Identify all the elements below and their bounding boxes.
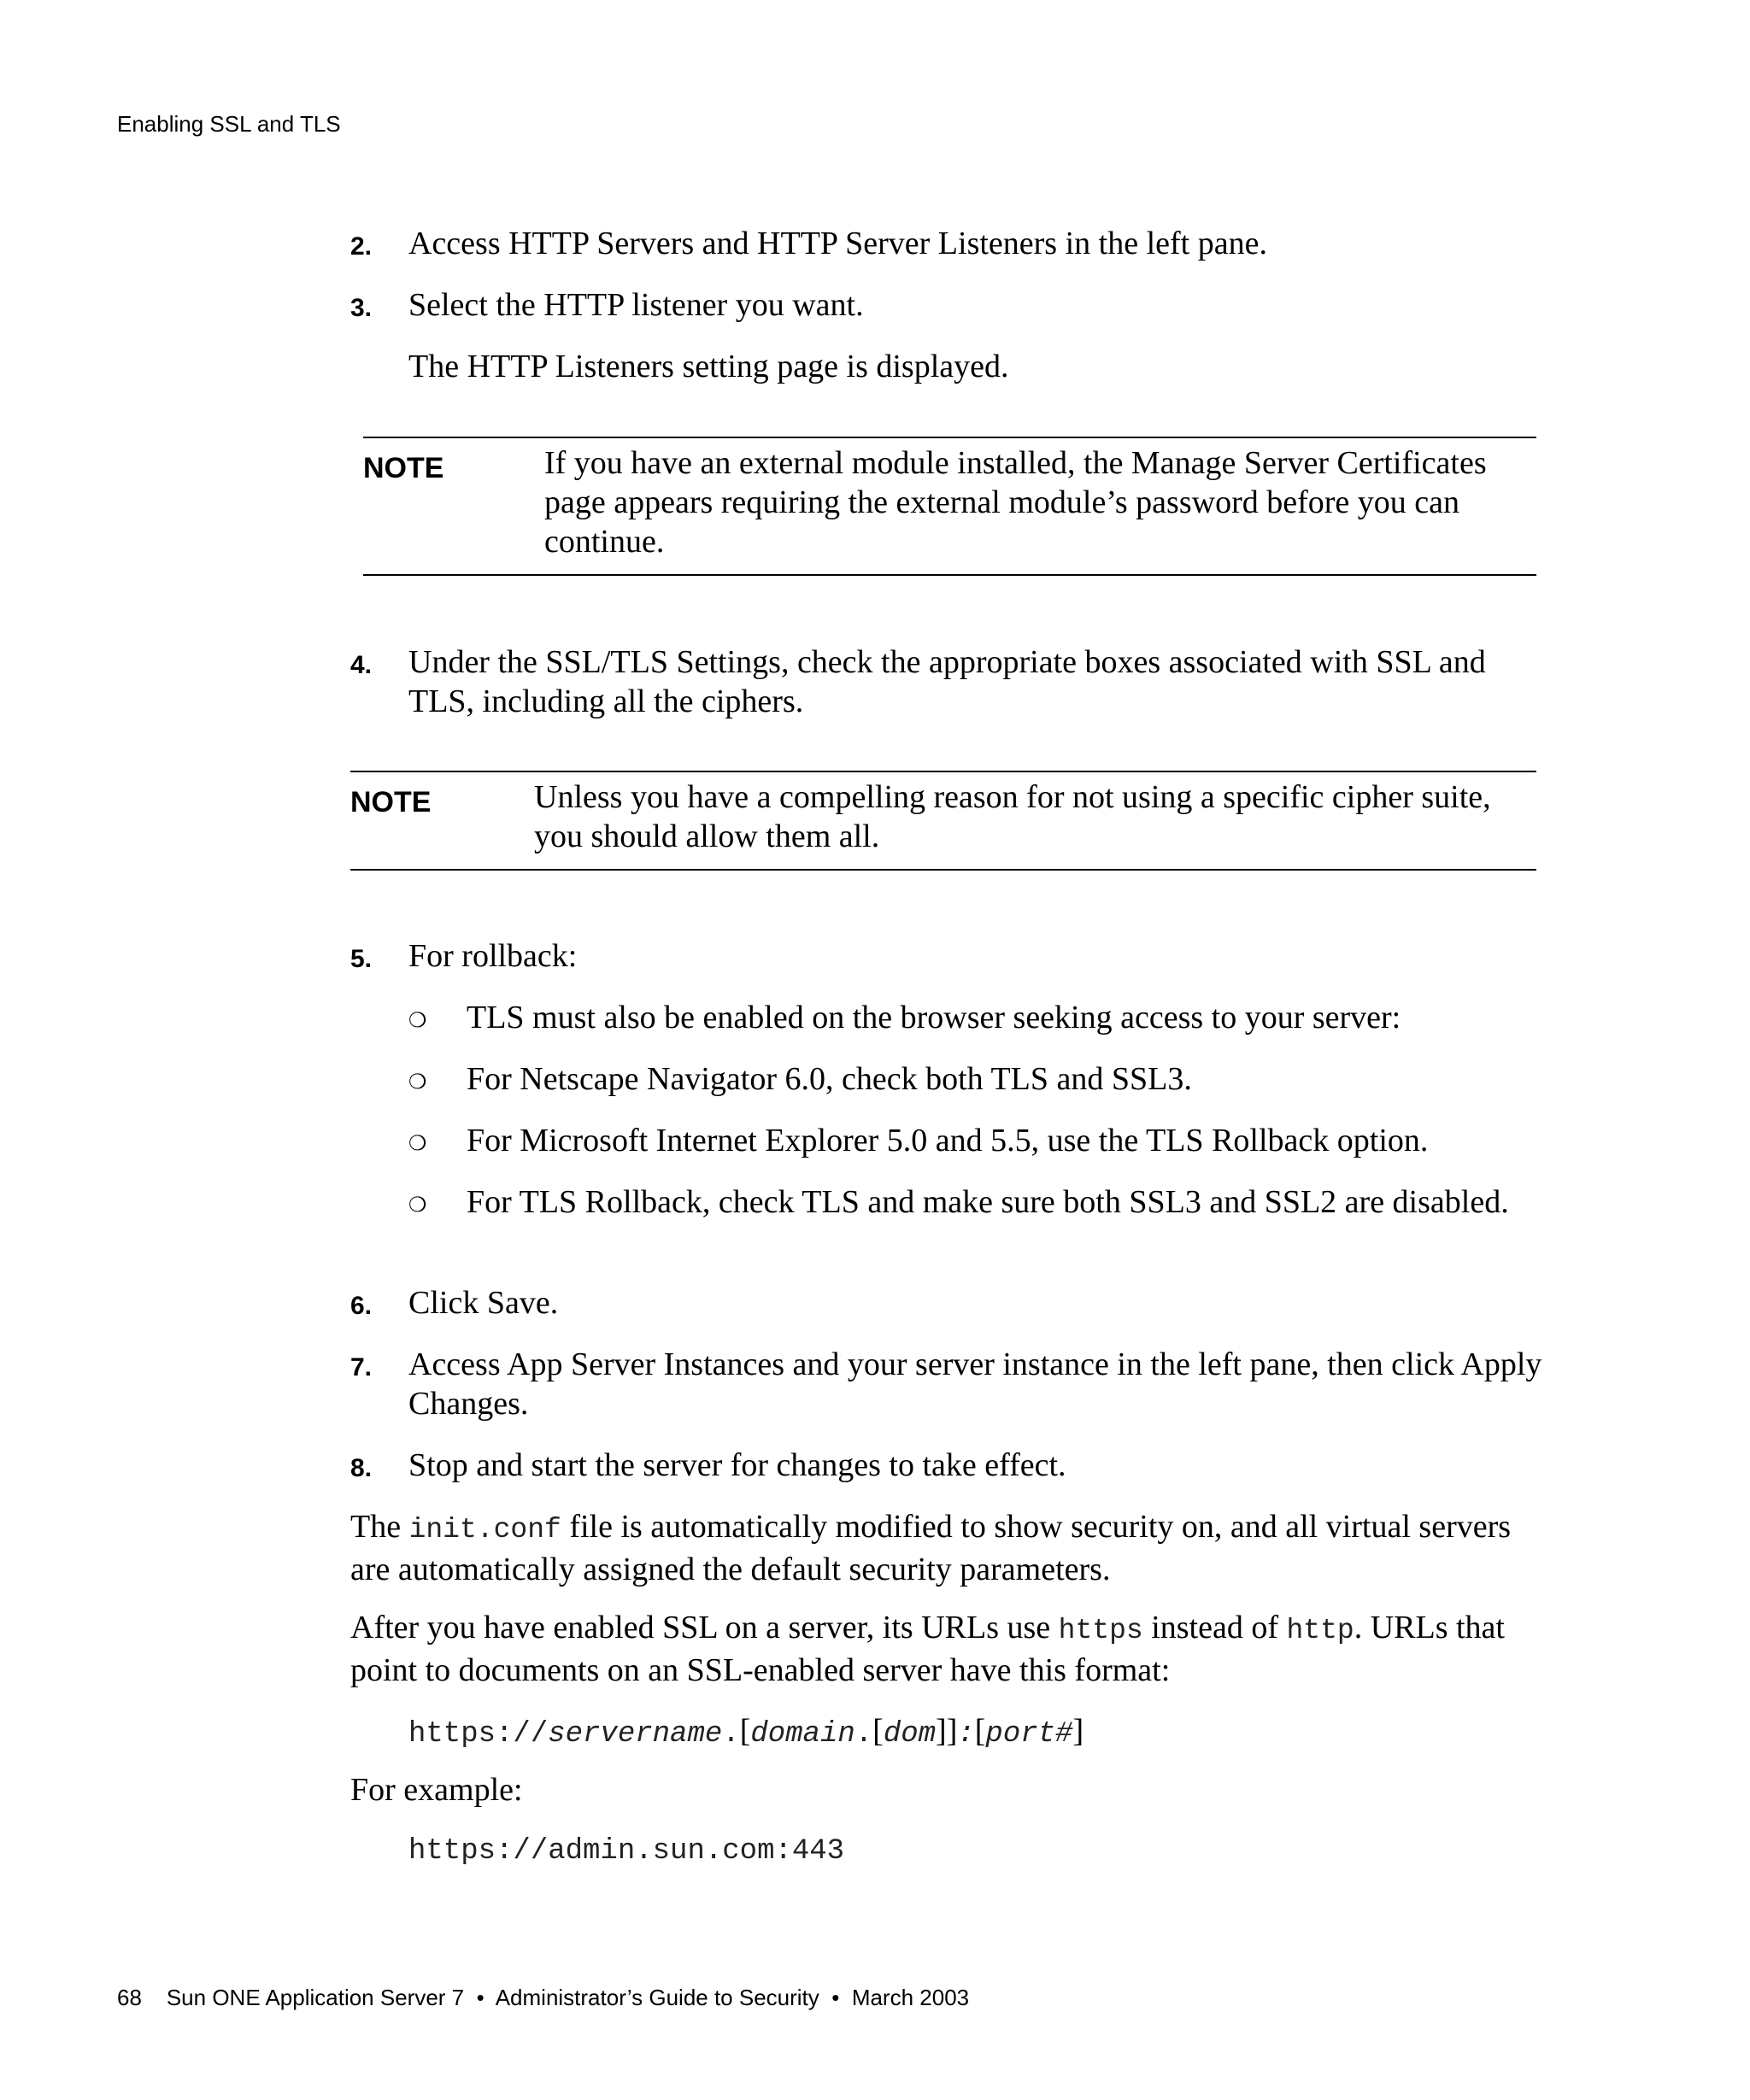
step-number: 2. <box>350 232 373 261</box>
page-footer <box>117 1985 969 2011</box>
list-item-text: For TLS Rollback, check TLS and make sure both SSL3 and SSL2 are disabled. <box>467 1184 1509 1220</box>
step-text: Under the SSL/TLS Settings, check the appropriate boxes associated with SSL and TLS, including all the ciphers. <box>408 644 1486 719</box>
text-run: file is automatically modified to show security on, and all virtual servers are automatically assigned the default security parameters. <box>350 1509 1512 1587</box>
note-text: If you have an external module installed, the Manage Server Certificates page appears requiring the external module’s password before you can continue. <box>544 445 1487 560</box>
text-run: The <box>350 1509 409 1545</box>
code-text: . <box>854 1718 873 1751</box>
bullet-circle-icon: ❍ <box>408 1070 427 1094</box>
code-url-format <box>408 1712 1083 1751</box>
step-3-followup: The HTTP Listeners setting page is displayed. <box>408 349 1009 384</box>
paragraph-https <box>350 1608 1547 1690</box>
inline-code-http: http <box>1286 1615 1354 1646</box>
bullet-circle-icon: ❍ <box>408 1131 427 1155</box>
note-box-2 <box>350 771 1536 871</box>
separator-bullet: • <box>476 1985 484 2010</box>
text-run: . URLs that point to documents on an SSL-enabled server have this format: <box>350 1610 1505 1688</box>
bracket: [ <box>872 1713 884 1749</box>
bullet-circle-icon: ❍ <box>408 1008 427 1032</box>
step-number: 4. <box>350 651 373 679</box>
text-run: After you have enabled SSL on a server, its URLs use <box>350 1610 1059 1645</box>
step-text: Click Save. <box>408 1285 559 1321</box>
for-example-label: For example: <box>350 1772 523 1808</box>
separator-bullet: • <box>831 1985 840 2010</box>
note-label: NOTE <box>363 452 444 484</box>
bracket: [ <box>974 1713 986 1749</box>
running-header: Enabling SSL and TLS <box>117 111 341 137</box>
step-number: 5. <box>350 945 373 973</box>
paragraph-init-conf <box>350 1507 1547 1589</box>
step-text: Select the HTTP listener you want. <box>408 287 864 323</box>
step-number: 8. <box>350 1454 373 1482</box>
page-number: 68 <box>117 1985 142 2010</box>
bracket: ]] <box>936 1713 958 1749</box>
step-text: For rollback: <box>408 938 578 974</box>
guide-title: Administrator’s Guide to Security <box>495 1985 819 2010</box>
step-number: 3. <box>350 294 373 322</box>
step-text: Access App Server Instances and your server instance in the left pane, then click Apply Changes. <box>408 1346 1542 1422</box>
step-number: 7. <box>350 1353 373 1381</box>
code-placeholder: domain <box>750 1718 855 1751</box>
inline-code-https: https <box>1058 1615 1143 1646</box>
inline-code-init-conf: init.conf <box>408 1514 561 1546</box>
note-box-1 <box>363 437 1536 576</box>
list-item-text: TLS must also be enabled on the browser seeking access to your server: <box>467 1000 1401 1035</box>
code-text: https:// <box>408 1718 549 1751</box>
note-text: Unless you have a compelling reason for not using a specific cipher suite, you should allow them all. <box>534 779 1491 854</box>
list-item-text: For Microsoft Internet Explorer 5.0 and 5.5, use the TLS Rollback option. <box>467 1123 1429 1159</box>
bullet-circle-icon: ❍ <box>408 1193 427 1217</box>
code-text: . <box>722 1718 740 1751</box>
step-text: Access HTTP Servers and HTTP Server Listeners in the left pane. <box>408 226 1267 261</box>
publication-date: March 2003 <box>851 1985 970 2010</box>
code-example-url: https://admin.sun.com:443 <box>408 1835 845 1868</box>
step-number: 6. <box>350 1292 373 1320</box>
bracket: ] <box>1072 1713 1084 1749</box>
code-text: : <box>957 1718 975 1751</box>
book-title: Sun ONE Application Server 7 <box>166 1985 465 2010</box>
code-placeholder: dom <box>883 1718 937 1751</box>
bracket: [ <box>739 1713 751 1749</box>
code-placeholder: servername <box>548 1718 723 1751</box>
note-label: NOTE <box>350 786 432 818</box>
step-text: Stop and start the server for changes to take effect. <box>408 1447 1066 1483</box>
code-placeholder: port# <box>985 1718 1073 1751</box>
list-item-text: For Netscape Navigator 6.0, check both TLS and SSL3. <box>467 1061 1192 1097</box>
text-run: instead of <box>1142 1610 1287 1645</box>
